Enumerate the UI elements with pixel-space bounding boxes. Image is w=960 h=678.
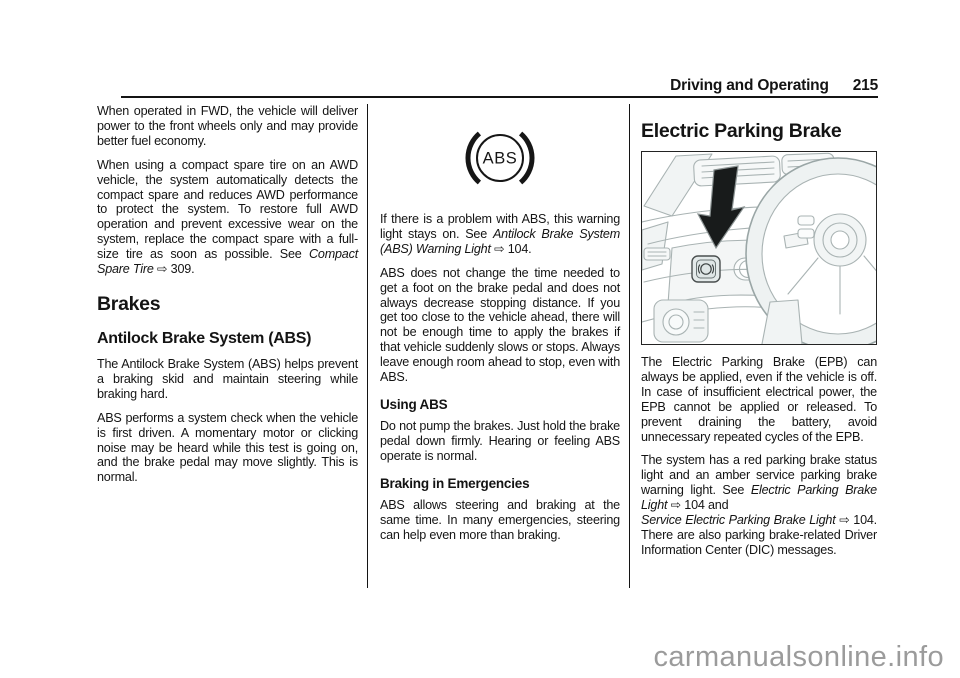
dashboard-illustration: [642, 152, 876, 344]
page-reference: ⇨ 309.: [157, 262, 195, 277]
paragraph-abs-distance: [380, 266, 620, 385]
heading-brakes: Brakes: [97, 292, 161, 315]
parking-brake-button-icon: [692, 256, 720, 282]
paragraph-braking-emergencies: [380, 498, 620, 543]
paragraph-fwd: [97, 104, 358, 149]
paragraph-text: ABS allows steering and braking at the same time. In many emergencies, steering can help even more than braking.: [380, 497, 620, 542]
heading-electric-parking-brake: Electric Parking Brake: [641, 120, 842, 142]
paragraph-text: ABS does not change the time needed to get a foot on the brake pedal and does not always decrease stopping distance. If you get too close to the vehicle ahead, there will not be enough time to apply the brakes if that vehicle suddenly slows or stops. Always leave enough room ahead to stop, even with ABS.: [380, 265, 620, 385]
page-reference: ⇨ 104.: [839, 513, 877, 528]
abs-icon-label: ABS: [482, 149, 518, 168]
paragraph-text: When using a compact spare tire on an AWD vehicle, the system automatically detects the compact spare and reduces AWD performance to protect the system. To restore full AWD operation and prevent excessive wear on the system, replace the compact spare with a full-size tire as soon as possible. See: [97, 157, 358, 262]
paragraph-abs-check: [97, 411, 358, 486]
paragraph-text: When operated in FWD, the vehicle will deliver power to the front wheels only and may provide better fuel economy.: [97, 104, 358, 148]
column-right: [641, 104, 877, 567]
content-columns: [97, 104, 878, 588]
paragraph-text: There are also parking brake-related Driver Information Center (DIC) messages.: [641, 527, 877, 557]
page-number: 215: [852, 77, 878, 94]
cross-reference: Antilock Brake System (ABS) Warning Light: [380, 226, 620, 256]
watermark: carmanualsonline.info: [653, 641, 944, 673]
page-reference: ⇨ 104.: [494, 241, 532, 256]
column-divider: [367, 104, 368, 588]
paragraph-using-abs: [380, 419, 620, 464]
cross-reference: Compact Spare Tire: [97, 247, 358, 277]
paragraph-epb-lights: [641, 453, 877, 557]
paragraph-abs-warning: [380, 212, 620, 257]
dashboard-line-art: [642, 153, 876, 344]
paragraph-awd-spare: [97, 158, 358, 277]
heading-braking-in-emergencies: Braking in Emergencies: [380, 475, 530, 491]
paragraph-text: The Antilock Brake System (ABS) helps prevent a braking skid and maintain steering while braking hard.: [97, 356, 358, 401]
section-title: Driving and Operating: [670, 77, 829, 94]
paragraph-text: The system has a red parking brake status light and an amber service parking brake warning light. See: [641, 453, 877, 498]
header-rule: [121, 96, 878, 98]
abs-warning-light-figure: [380, 114, 620, 202]
epb-button-figure: [641, 151, 877, 345]
cross-reference: Service Electric Parking Brake Light: [641, 513, 836, 528]
paragraph-abs-help: [97, 357, 358, 402]
cross-reference: Electric Parking Brake Light: [641, 483, 877, 513]
paragraph-epb-apply: [641, 355, 877, 444]
abs-warning-icon: [464, 127, 536, 189]
paragraph-text: ABS performs a system check when the vehicle is first driven. A momentary motor or clicking noise may be heard while this test is going on, and the brake pedal may move slightly. This is normal.: [97, 410, 358, 485]
column-middle: [380, 104, 620, 551]
running-header: [670, 77, 878, 95]
paragraph-text: Do not pump the brakes. Just hold the brake pedal down firmly. Hearing or feeling ABS operate is normal.: [380, 418, 620, 463]
heading-antilock-brake-system: Antilock Brake System (ABS): [97, 329, 312, 347]
heading-using-abs: Using ABS: [380, 396, 448, 412]
paragraph-text: If there is a problem with ABS, this warning light stays on. See: [380, 212, 620, 241]
column-left: [97, 104, 358, 494]
column-divider: [629, 104, 630, 588]
page-reference: ⇨ 104 and: [670, 498, 729, 513]
paragraph-text: The Electric Parking Brake (EPB) can always be applied, even if the vehicle is off. In case of insufficient electrical power, the EPB cannot be applied or released. To prevent draining the battery, avoid unnecessary repeated cycles of the EPB.: [641, 355, 877, 444]
